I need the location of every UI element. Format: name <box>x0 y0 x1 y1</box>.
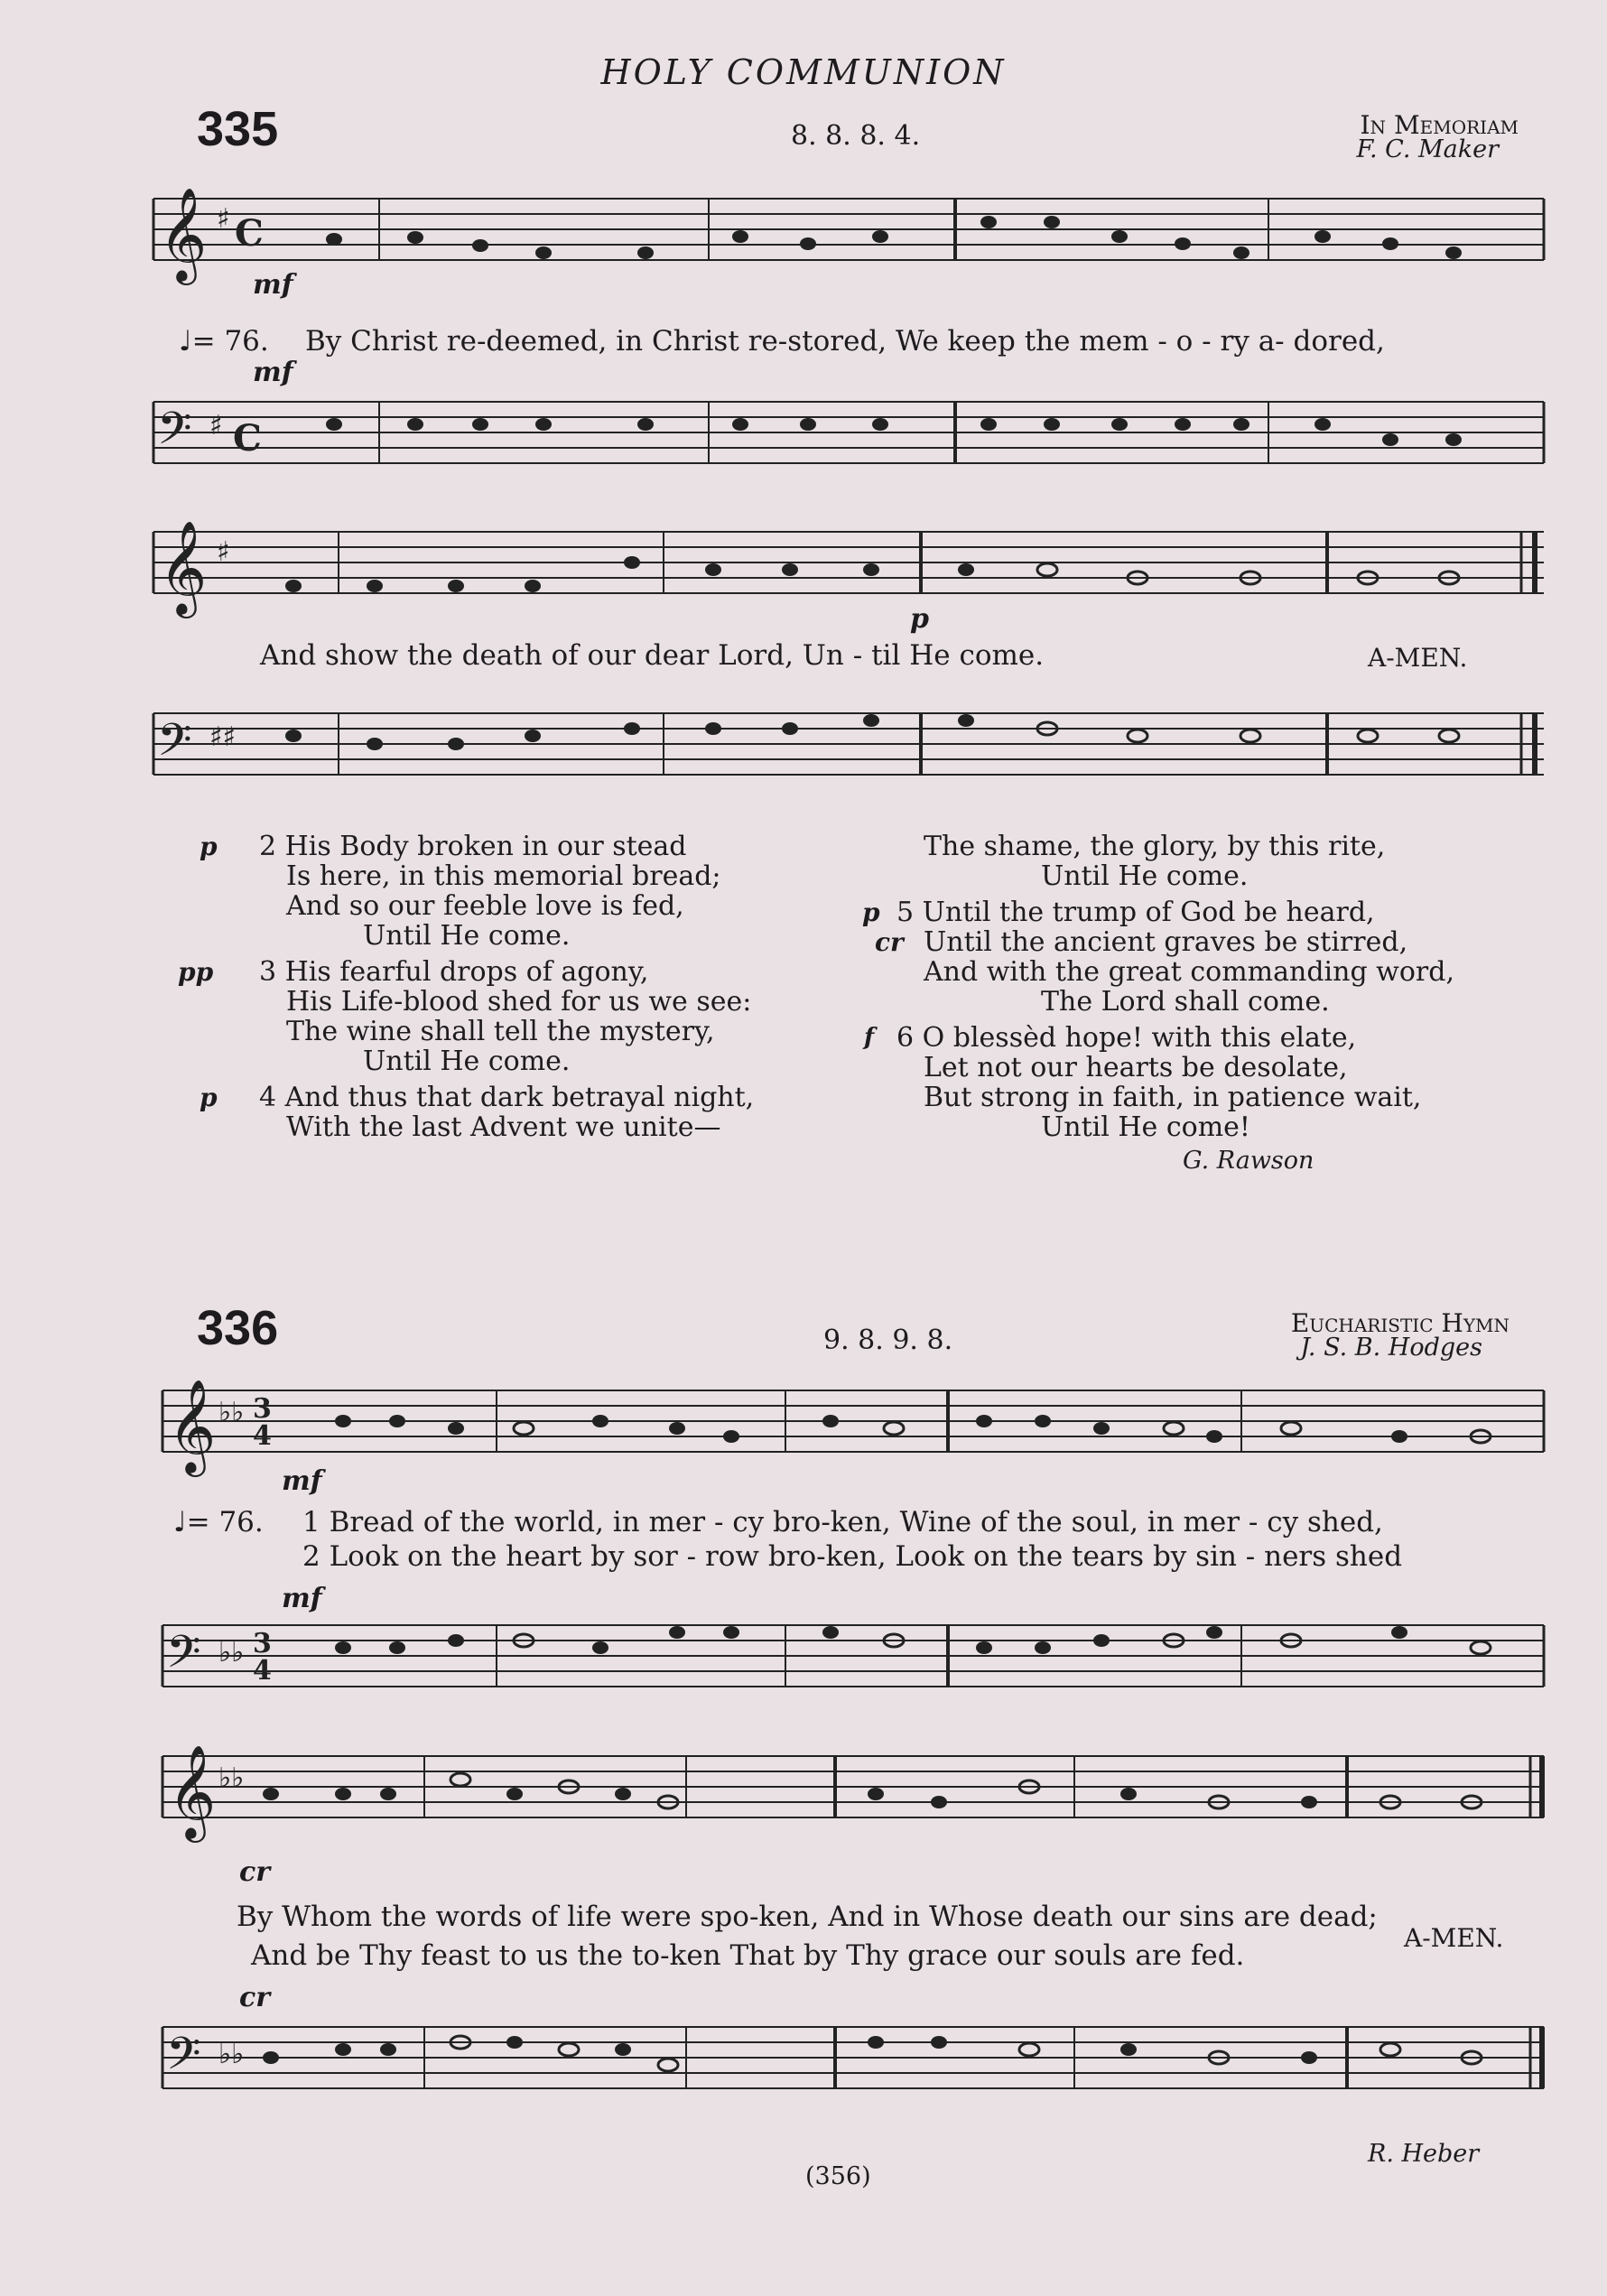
svg-text:C: C <box>233 417 262 460</box>
composer: J. S. B. Hodges <box>1300 1334 1482 1362</box>
treble-staff-3 <box>163 1379 1544 1473</box>
svg-text:3: 3 <box>253 1628 272 1659</box>
lyrics-v1-line-2: By Whom the words of life were spo-ken, And in Whose death our sins are dead; <box>237 1901 1378 1933</box>
svg-text:𝄞: 𝄞 <box>168 1379 217 1473</box>
bass-staff-4 <box>163 2009 1544 2108</box>
section-title: HOLY COMMUNION <box>600 52 1007 92</box>
treble-staff-4 <box>163 1744 1544 1839</box>
svg-text:♭♭: ♭♭ <box>218 2039 245 2070</box>
svg-text:♯: ♯ <box>217 536 230 568</box>
lyrics-v2-line-2: And be Thy feast to us the to-ken That by Thy grace our souls are fed. <box>251 1939 1245 1972</box>
verses-left <box>178 831 862 1143</box>
svg-text:♭♭: ♭♭ <box>218 1397 245 1428</box>
verse-5 <box>862 897 1548 927</box>
verse-line: The Lord shall come. <box>1041 986 1330 1018</box>
lyrics-v1-line-1: 1 Bread of the world, in mer - cy bro-ken, Wine of the soul, in mer - cy shed, <box>302 1506 1383 1538</box>
author: R. Heber <box>1368 2140 1480 2168</box>
dynamic-mf: mf <box>282 1465 322 1497</box>
verse-dynamic: f <box>864 1024 875 1051</box>
svg-text:♭♭: ♭♭ <box>218 1637 245 1669</box>
verse-dynamic: p <box>200 1083 218 1112</box>
svg-text:𝄢: 𝄢 <box>157 403 192 466</box>
verse-line: Let not our hearts be desolate, <box>924 1052 1348 1083</box>
svg-text:𝄢: 𝄢 <box>157 714 192 777</box>
verse-line: 4 And thus that dark betrayal night, <box>259 1082 755 1113</box>
treble-staff-2 <box>153 519 1544 615</box>
verse-dynamic: p <box>200 832 218 861</box>
verse-line: Until He come. <box>363 1046 571 1077</box>
svg-text:𝄞: 𝄞 <box>168 1744 217 1839</box>
amen: A-MEN. <box>1404 1923 1504 1953</box>
tempo-marking: ♩= 76. <box>179 325 269 358</box>
hymn-number: 335 <box>197 102 279 156</box>
verse-line: The shame, the glory, by this rite, <box>924 831 1386 862</box>
verse-line: Until He come. <box>363 920 571 952</box>
verse-line: Until He come! <box>1041 1111 1250 1143</box>
bass-staff-3 <box>163 1607 1544 1706</box>
tune-name: In Memoriam <box>1360 110 1519 140</box>
hymn-meter: 9. 8. 9. 8. <box>823 1325 953 1356</box>
lyrics-v2-line-1: 2 Look on the heart by sor - row bro-ken, Look on the tears by sin - ners shed <box>302 1540 1403 1573</box>
verse-line: With the last Advent we unite— <box>286 1111 721 1143</box>
author: G. Rawson <box>1183 1147 1314 1175</box>
dynamic-mf: mf <box>253 269 293 301</box>
verse-line: 3 His fearful drops of agony, <box>259 956 649 988</box>
svg-text:𝄢: 𝄢 <box>166 1626 201 1689</box>
verse-2 <box>194 832 862 951</box>
verse-line: Until the ancient graves be stirred, <box>924 926 1408 958</box>
verse-dynamic: pp <box>178 957 214 987</box>
verses-right <box>862 832 1548 1142</box>
svg-text:𝄢: 𝄢 <box>166 2028 201 2091</box>
verse-line: And with the great commanding word, <box>924 956 1455 988</box>
svg-text:𝄞: 𝄞 <box>159 187 208 282</box>
verse-4-cont <box>862 832 1548 891</box>
verse-4 <box>194 1083 862 1142</box>
svg-text:4: 4 <box>253 1655 272 1687</box>
lyrics-line-1: By Christ re-deemed, in Christ re-stored, We keep the mem - o - ry a- dored, <box>305 325 1385 358</box>
verse-line: But strong in faith, in patience wait, <box>924 1082 1422 1113</box>
dynamic-p: p <box>910 603 929 635</box>
dynamic-mf-bass: mf <box>282 1583 322 1614</box>
verse-line: His Life-blood shed for us we see: <box>286 986 752 1018</box>
verse-dynamic: p <box>862 897 880 927</box>
hymn-meter: 8. 8. 8. 4. <box>791 120 921 152</box>
bass-staff-2 <box>153 695 1544 795</box>
verse-line: 2 His Body broken in our stead <box>259 831 687 862</box>
svg-text:𝄞: 𝄞 <box>159 520 208 615</box>
verse-line: 6 O blessèd hope! with this elate, <box>896 1022 1357 1054</box>
treble-staff <box>153 187 1544 282</box>
tempo-marking: ♩= 76. <box>173 1506 264 1538</box>
verse-dynamic: cr <box>875 927 904 957</box>
verse-line: The wine shall tell the mystery, <box>286 1016 715 1047</box>
svg-text:C: C <box>235 212 264 255</box>
svg-text:♯: ♯ <box>209 410 223 442</box>
verse-line: Is here, in this memorial bread; <box>286 860 721 892</box>
verse-5-cont <box>862 927 1548 1017</box>
amen: A-MEN. <box>1368 643 1468 673</box>
svg-text:♯♯: ♯♯ <box>209 721 237 753</box>
hymn-number: 336 <box>197 1301 279 1355</box>
verse-3 <box>178 956 862 1077</box>
page-number: (356) <box>805 2162 871 2190</box>
verse-line: And so our feeble love is fed, <box>286 890 684 922</box>
verse-line: 5 Until the trump of God be heard, <box>896 897 1375 928</box>
lyrics-line-2: And show the death of our dear Lord, Un - til He come. <box>260 639 1045 672</box>
bass-staff <box>153 384 1544 483</box>
dynamic-mf-bass: mf <box>253 357 293 388</box>
dynamic-cr: cr <box>239 1856 271 1888</box>
composer: F. C. Maker <box>1356 135 1499 163</box>
svg-text:4: 4 <box>253 1420 272 1452</box>
svg-text:♭♭: ♭♭ <box>218 1762 245 1794</box>
dynamic-cr-bass: cr <box>239 1982 271 2013</box>
tune-name: Eucharistic Hymn <box>1290 1308 1509 1338</box>
verse-line: Until He come. <box>1041 860 1249 892</box>
svg-text:3: 3 <box>253 1393 272 1425</box>
verse-6 <box>862 1023 1548 1142</box>
svg-text:♯: ♯ <box>217 203 230 235</box>
